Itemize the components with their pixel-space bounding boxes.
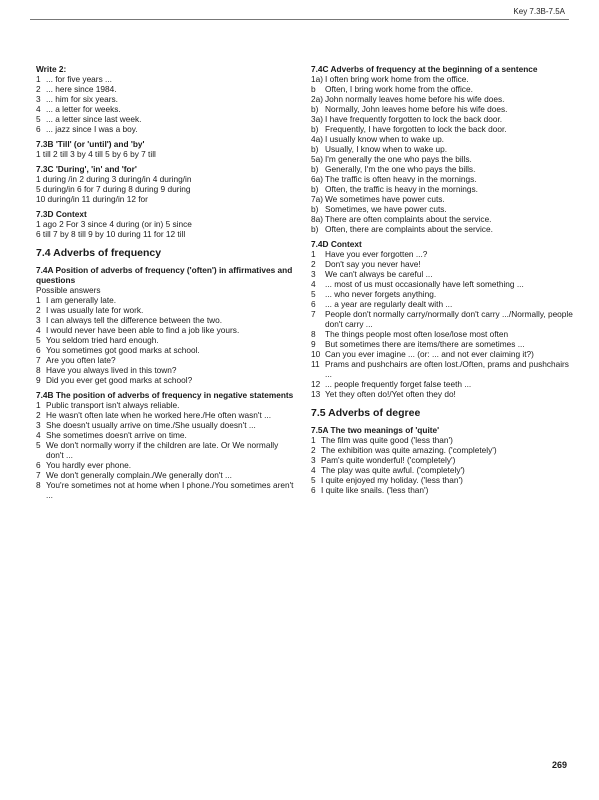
write2-list: [36, 74, 298, 134]
list-item: [311, 259, 573, 269]
item-number: 1a): [311, 74, 323, 84]
item-number: 7: [311, 309, 316, 319]
item-text: Usually, I know when to wake up.: [325, 144, 448, 154]
list-item: [36, 440, 298, 460]
item-text: Generally, I'm the one who pays the bills.: [325, 164, 476, 174]
list-item: [36, 480, 298, 500]
item-number: b): [311, 124, 319, 134]
list-item: [36, 400, 298, 410]
section-7-4a-heading: 7.4A Position of adverbs of frequency ('often') in affirmatives and questions: [36, 265, 293, 285]
item-number: 5: [311, 289, 316, 299]
item-text: We can't always be careful ...: [325, 269, 433, 279]
item-text: You seldom tried hard enough.: [46, 335, 159, 345]
item-text: Have you ever forgotten ...?: [325, 249, 428, 259]
item-number: 9: [311, 339, 316, 349]
item-number: 8: [36, 480, 41, 490]
item-text: Normally, John leaves home before his wife does.: [325, 104, 508, 114]
answer-line: 1 ago 2 For 3 since 4 during (or in) 5 since: [36, 219, 192, 229]
list-item: [311, 289, 573, 299]
list-item: [311, 339, 573, 349]
list-item: [311, 194, 573, 204]
item-text: The film was quite good ('less than'): [321, 435, 453, 445]
item-text: The traffic is often heavy in the mornings.: [325, 174, 477, 184]
list-item: [36, 345, 298, 355]
item-text: Did you ever get good marks at school?: [46, 375, 193, 385]
item-number: 5: [36, 114, 41, 124]
list-item: [311, 485, 573, 495]
item-number: 2a): [311, 94, 323, 104]
list-item: [311, 435, 573, 445]
answer-line: 5 during/in 6 for 7 during 8 during 9 during: [36, 184, 191, 194]
item-text: You're sometimes not at home when I phone./You sometimes aren't ...: [46, 480, 294, 500]
item-number: b: [311, 84, 316, 94]
item-text: Often, I bring work home from the office.: [325, 84, 473, 94]
item-number: 3: [36, 420, 41, 430]
list-item: [36, 335, 298, 345]
item-text: Pam's quite wonderful! ('completely'): [321, 455, 456, 465]
item-number: 7: [36, 470, 41, 480]
section-7-3d-heading: 7.3D Context: [36, 209, 87, 219]
item-number: 7: [36, 355, 41, 365]
section-7-4c-list: [311, 74, 573, 234]
list-item: [311, 174, 573, 184]
header-rule: [30, 19, 569, 20]
item-number: 11: [311, 359, 320, 369]
item-text: You hardly ever phone.: [46, 460, 132, 470]
list-item: [311, 164, 573, 174]
item-text: I am generally late.: [46, 295, 117, 305]
list-item: [311, 359, 573, 379]
running-header-key: Key 7.3B-7.5A: [513, 7, 565, 16]
section-7-4a-list: [36, 295, 298, 385]
item-number: 5a): [311, 154, 323, 164]
right-column: [311, 64, 573, 495]
item-text: ... a year are regularly dealt with ...: [325, 299, 453, 309]
section-7-4-heading: 7.4 Adverbs of frequency: [36, 247, 162, 259]
list-item: [311, 279, 573, 289]
list-item: [311, 104, 573, 114]
item-text: Sometimes, we have power cuts.: [325, 204, 447, 214]
item-text: I quite enjoyed my holiday. ('less than'): [321, 475, 463, 485]
list-item: [311, 204, 573, 214]
item-text: I can always tell the difference between the two.: [46, 315, 223, 325]
item-text: I often bring work home from the office.: [325, 74, 469, 84]
answer-line: 1 during /in 2 during 3 during/in 4 during/in: [36, 174, 192, 184]
section-7-4b-list: [36, 400, 298, 500]
list-item: [311, 269, 573, 279]
list-item: [311, 154, 573, 164]
section-7-4c-heading: 7.4C Adverbs of frequency at the beginning of a sentence: [311, 64, 538, 74]
item-text: There are often complaints about the service.: [325, 214, 492, 224]
item-number: 6: [311, 485, 316, 495]
answer-line: 10 during/in 11 during/in 12 for: [36, 194, 148, 204]
list-item: [36, 410, 298, 420]
section-7-4b-heading: 7.4B The position of adverbs of frequency in negative statements: [36, 390, 294, 400]
item-number: 6a): [311, 174, 323, 184]
item-text: The things people most often lose/lose most often: [325, 329, 509, 339]
list-item: [311, 379, 573, 389]
section-7-5-heading: 7.5 Adverbs of degree: [311, 407, 421, 419]
item-text: She sometimes doesn't arrive on time.: [46, 430, 187, 440]
item-number: 8a): [311, 214, 323, 224]
item-text: She doesn't usually arrive on time./She usually doesn't ...: [46, 420, 256, 430]
write2-heading: Write 2:: [36, 64, 67, 74]
item-number: 1: [311, 435, 316, 445]
list-item: [311, 144, 573, 154]
item-number: 4a): [311, 134, 323, 144]
list-item: [311, 299, 573, 309]
item-number: 2: [36, 84, 41, 94]
item-number: 2: [311, 445, 316, 455]
item-number: 2: [36, 410, 41, 420]
item-text: ... a letter for weeks.: [46, 104, 121, 114]
list-item: [311, 475, 573, 485]
item-text: But sometimes there are items/there are sometimes ...: [325, 339, 525, 349]
section-7-3c-answers: [36, 174, 298, 204]
item-text: John normally leaves home before his wife does.: [325, 94, 505, 104]
list-item: [311, 94, 573, 104]
list-item: [311, 84, 573, 94]
item-text: ... for five years ...: [46, 74, 112, 84]
item-number: b): [311, 164, 319, 174]
list-item: [36, 84, 298, 94]
item-number: 3a): [311, 114, 323, 124]
item-number: 8: [36, 365, 41, 375]
item-text: He wasn't often late when he worked here./He often wasn't ...: [46, 410, 272, 420]
list-item: [311, 114, 573, 124]
list-item: [311, 309, 573, 329]
list-item: [36, 295, 298, 305]
list-item: [311, 134, 573, 144]
list-item: [36, 315, 298, 325]
section-7-4d-heading: 7.4D Context: [311, 239, 362, 249]
list-item: [36, 470, 298, 480]
item-number: 6: [36, 460, 41, 470]
list-item: [36, 74, 298, 84]
item-text: I quite like snails. ('less than'): [321, 485, 429, 495]
section-7-5a-list: [311, 435, 573, 495]
item-number: 3: [311, 269, 316, 279]
item-number: 5: [36, 335, 41, 345]
item-text: The play was quite awful. ('completely'): [321, 465, 465, 475]
list-item: [311, 455, 573, 465]
list-item: [36, 124, 298, 134]
item-number: 4: [311, 465, 316, 475]
list-item: [311, 329, 573, 339]
list-item: [36, 460, 298, 470]
item-number: 9: [36, 375, 41, 385]
item-text: Often, the traffic is heavy in the mornings.: [325, 184, 478, 194]
section-7-4a-subheading: Possible answers: [36, 285, 101, 295]
item-text: I usually know when to wake up.: [325, 134, 444, 144]
answer-line: 6 till 7 by 8 till 9 by 10 during 11 for 12 till: [36, 229, 186, 239]
list-item: [36, 94, 298, 104]
section-7-3d-answers: [36, 219, 298, 239]
list-item: [36, 305, 298, 315]
list-item: [36, 355, 298, 365]
item-number: 5: [311, 475, 316, 485]
item-number: 13: [311, 389, 321, 399]
list-item: [311, 389, 573, 399]
item-number: 4: [311, 279, 316, 289]
list-item: [311, 184, 573, 194]
list-item: [311, 74, 573, 84]
item-text: Can you ever imagine ... (or: ... and not ever claiming it?): [325, 349, 534, 359]
section-7-3b-heading: 7.3B 'Till' (or 'until') and 'by': [36, 139, 145, 149]
item-text: Public transport isn't always reliable.: [46, 400, 180, 410]
list-item: [311, 445, 573, 455]
list-item: [311, 249, 573, 259]
left-column: [36, 64, 298, 500]
item-number: b): [311, 224, 319, 234]
item-text: Prams and pushchairs are often lost./Often, prams and pushchairs ...: [325, 359, 569, 379]
item-number: 1: [36, 295, 41, 305]
list-item: [311, 214, 573, 224]
list-item: [311, 349, 573, 359]
item-text: I would never have been able to find a job like yours.: [46, 325, 240, 335]
item-text: You sometimes got good marks at school.: [46, 345, 200, 355]
list-item: [311, 224, 573, 234]
item-number: 4: [36, 104, 41, 114]
item-number: 3: [311, 455, 316, 465]
item-text: ... most of us must occasionally have left something ...: [325, 279, 524, 289]
item-number: 1: [36, 74, 41, 84]
section-7-3c-heading: 7.3C 'During', 'in' and 'for': [36, 164, 137, 174]
list-item: [36, 325, 298, 335]
item-number: b): [311, 204, 319, 214]
item-text: ... who never forgets anything.: [325, 289, 437, 299]
item-number: 1: [36, 400, 41, 410]
item-text: I'm generally the one who pays the bills.: [325, 154, 472, 164]
list-item: [36, 375, 298, 385]
item-number: 7a): [311, 194, 323, 204]
item-number: 1: [311, 249, 316, 259]
list-item: [36, 365, 298, 375]
item-text: ... jazz since I was a boy.: [46, 124, 138, 134]
item-text: The exhibition was quite amazing. ('completely'): [321, 445, 497, 455]
item-number: b): [311, 184, 319, 194]
item-number: 6: [311, 299, 316, 309]
item-number: 3: [36, 94, 41, 104]
item-text: Frequently, I have forgotten to lock the back door.: [325, 124, 507, 134]
list-item: [36, 420, 298, 430]
item-number: 6: [36, 124, 41, 134]
item-number: 5: [36, 440, 41, 450]
list-item: [36, 430, 298, 440]
item-number: 8: [311, 329, 316, 339]
item-number: 12: [311, 379, 321, 389]
item-number: 4: [36, 325, 41, 335]
item-text: ... a letter since last week.: [46, 114, 142, 124]
item-number: 2: [36, 305, 41, 315]
item-text: We sometimes have power cuts.: [325, 194, 445, 204]
list-item: [311, 465, 573, 475]
item-text: ... him for six years.: [46, 94, 118, 104]
section-7-5a-heading: 7.5A The two meanings of 'quite': [311, 425, 440, 435]
item-number: b): [311, 104, 319, 114]
item-number: 2: [311, 259, 316, 269]
list-item: [36, 104, 298, 114]
item-text: Are you often late?: [46, 355, 116, 365]
item-text: People don't normally carry/normally don't carry .../Normally, people don't carry ...: [325, 309, 573, 329]
section-7-4d-list: [311, 249, 573, 399]
item-text: We don't normally worry if the children are late. Or We normally don't ...: [46, 440, 279, 460]
item-text: I was usually late for work.: [46, 305, 144, 315]
item-number: 10: [311, 349, 321, 359]
item-text: Yet they often do!/Yet often they do!: [325, 389, 456, 399]
item-text: I have frequently forgotten to lock the back door.: [325, 114, 503, 124]
item-number: 3: [36, 315, 41, 325]
item-text: Don't say you never have!: [325, 259, 421, 269]
item-text: Have you always lived in this town?: [46, 365, 177, 375]
list-item: [36, 114, 298, 124]
list-item: [311, 124, 573, 134]
item-text: Often, there are complaints about the service.: [325, 224, 493, 234]
item-number: b): [311, 144, 319, 154]
item-number: 6: [36, 345, 41, 355]
section-7-3b-answers: 1 till 2 till 3 by 4 till 5 by 6 by 7 till: [36, 149, 156, 159]
item-text: We don't generally complain./We generally don't ...: [46, 470, 232, 480]
page-number: 269: [551, 760, 567, 770]
item-number: 4: [36, 430, 41, 440]
item-text: ... here since 1984.: [46, 84, 117, 94]
item-text: ... people frequently forget false teeth ...: [325, 379, 472, 389]
